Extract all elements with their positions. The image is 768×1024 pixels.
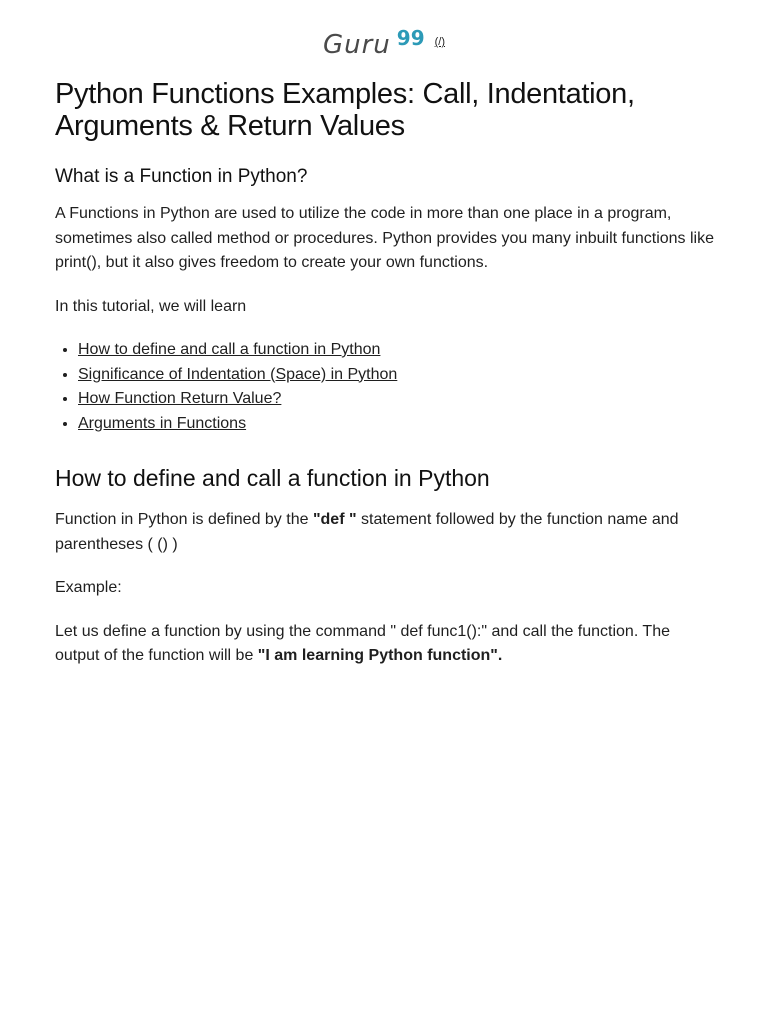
toc-list [55,338,715,436]
intro-paragraph: A Functions in Python are used to utilize the code in more than one place in a program, sometimes also called method or procedures. Python provides you many inbuilt functions like print(), but it also gives freedom to create your own functions. [55,205,714,271]
toc-link-return-value[interactable]: How Function Return Value? [78,390,282,407]
toc-link-define-call[interactable]: How to define and call a function in Python [78,341,381,358]
example-label: Example: [55,579,122,596]
toc-item [78,338,715,363]
example-text: Let us define a function by using the command " def func1():" and call the function. The output of the function will be [55,622,670,664]
logo-number: 99 [396,26,425,50]
toc-link-arguments[interactable]: Arguments in Functions [78,414,247,432]
site-header [0,28,768,68]
logo-wordmark: Guru [322,30,391,60]
home-link[interactable]: (/) [434,36,446,48]
article-body [55,78,715,688]
toc-item [78,387,715,412]
def-keyword: "def " [312,511,357,528]
toc-link-indentation[interactable]: Significance of Indentation (Space) in Python [78,365,398,383]
toc-item [78,363,715,388]
section-title-define-call: How to define and call a function in Python [55,465,490,491]
page-title: Python Functions Examples: Call, Indentation, Arguments & Return Values [55,78,635,142]
toc-item [78,412,715,437]
subheading-what-is-function: What is a Function in Python? [55,166,308,187]
example-output: "I am learning Python function". [257,647,503,664]
example-paragraph [55,620,715,669]
learn-lead-paragraph: In this tutorial, we will learn [55,297,247,315]
def-text-before: Function in Python is defined by the [55,511,313,528]
def-text-after: statement followed by the function name and parentheses ( () ) [55,511,679,553]
def-paragraph [55,508,715,557]
guru99-logo[interactable] [323,28,445,62]
